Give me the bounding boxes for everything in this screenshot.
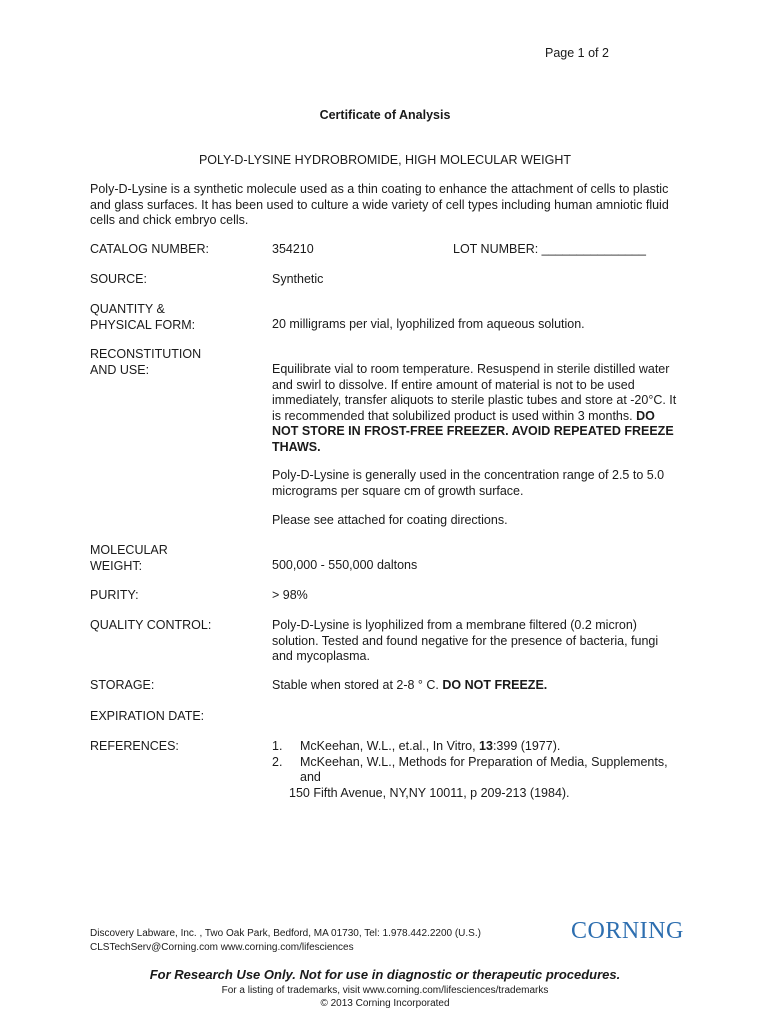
quantity-label-line2: PHYSICAL FORM: [90,317,196,332]
address-line: Discovery Labware, Inc. , Two Oak Park, Bedford, MA 01730, Tel: 1.978.442.2200 (U.S.) [90,928,481,939]
reference-2 [272,755,692,771]
reference-1-text: McKeehan, W.L., et.al., In Vitro, [300,739,480,753]
intro-paragraph: Poly-D-Lysine is a synthetic molecule used as a thin coating to enhance the attachment of cells to plastic and glass surfaces. It has been used to culture a wide variety of cell types including human amniotic fluid cells and chick embryo cells. [90,182,669,227]
mw-label [90,543,260,574]
reference-1 [272,739,692,755]
footer-address [90,927,481,954]
reference-2-line2: and [300,770,321,784]
references-label: REFERENCES: [90,739,179,753]
catalog-value: 354210 [272,242,314,256]
reconstitution-label-line1: RECONSTITUTION [90,347,202,361]
quantity-label [90,302,260,333]
storage-label: STORAGE: [90,678,155,692]
mw-label-line1: MOLECULAR [90,543,168,557]
concentration-text: Poly-D-Lysine is generally used in the concentration range of 2.5 to 5.0 micrograms per square cm of growth surface. [272,468,665,498]
purity-label: PURITY: [90,588,139,602]
storage-value [272,678,692,694]
purity-value: > 98% [272,588,308,602]
lot-number: LOT NUMBER: _______________ [453,242,646,256]
mw-value: 500,000 - 550,000 daltons [272,558,418,572]
reference-1-pages: :399 (1977). [492,739,561,753]
quantity-value: 20 milligrams per vial, lyophilized from aqueous solution. [272,317,585,331]
qc-value: Poly-D-Lysine is lyophilized from a membrane filtered (0.2 micron) solution. Tested and found negative for the presence of bacteria, fungi and mycoplasma. [272,618,659,663]
page-title: Certificate of Analysis [319,108,451,122]
page-number: Page 1 of 2 [545,46,609,60]
reconstitution-label [90,347,260,378]
coating-note: Please see attached for coating directions. [272,513,508,527]
reference-2-line3: 150 Fifth Avenue, NY,NY 10011, p 209-213 (1984). [289,786,570,800]
research-use-disclaimer: For Research Use Only. Not for use in diagnostic or therapeutic procedures. [149,967,621,982]
source-value: Synthetic [272,272,324,286]
expiration-label: EXPIRATION DATE: [90,709,205,723]
mw-label-line2: WEIGHT: [90,558,143,573]
storage-text: Stable when stored at 2-8 ° C. [272,678,439,692]
source-label: SOURCE: [90,272,147,286]
trademark-line: For a listing of trademarks, visit www.corning.com/lifesciences/trademarks [221,985,549,996]
reference-2-number: 2. [272,755,283,769]
reconstitution-text [272,362,682,455]
reference-1-volume: 13 [479,739,493,753]
reconstitution-label-line2: AND USE: [90,362,150,377]
contact-line: CLSTechServ@Corning.com www.corning.com/lifesciences [90,941,354,953]
copyright: © 2013 Corning Incorporated [320,998,450,1009]
reference-2-line1: McKeehan, W.L., Methods for Preparation of Media, Supplements, [300,755,668,769]
corning-logo: CORNING [571,918,684,944]
reconstitution-warning: DO NOT STORE IN FROST-FREE FREEZER. AVOID REPEATED FREEZE THAWS. [272,408,674,454]
reference-1-number: 1. [272,739,283,753]
reconstitution-instructions: Equilibrate vial to room temperature. Resuspend in sterile distilled water and swirl to dissolve. If entire amount of material is not to be used immediately, transfer aliquots to sterile plastic tubes and store at -20°C. It is recommended that solubilized product is used within 3 months. [272,362,677,423]
quantity-label-line1: QUANTITY & [90,302,165,316]
product-name: POLY-D-LYSINE HYDROBROMIDE, HIGH MOLECULAR WEIGHT [198,153,572,167]
qc-label: QUALITY CONTROL: [90,618,212,632]
storage-warning: DO NOT FREEZE. [442,678,548,692]
trademark-notice [0,984,770,1010]
catalog-label: CATALOG NUMBER: [90,242,209,256]
